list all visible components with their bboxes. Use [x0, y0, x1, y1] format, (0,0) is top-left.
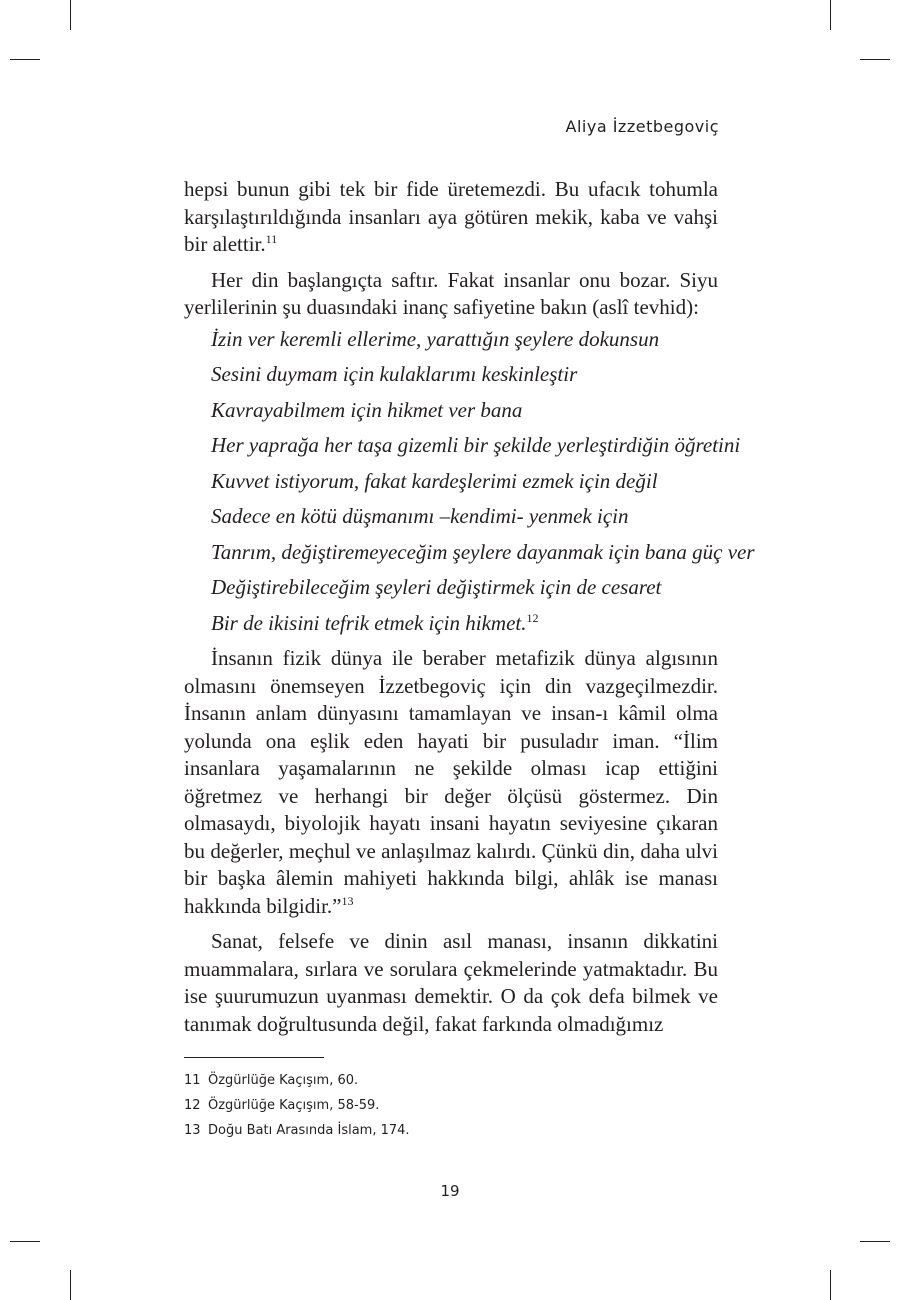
- main-text: [184, 176, 755, 1038]
- crop-mark: [860, 1241, 890, 1242]
- verse-line: Sadece en kötü düşmanımı –kendimi- yenmek için: [211, 504, 629, 528]
- page-number: 19: [440, 1182, 460, 1200]
- footnote-text: Özgürlüğe Kaçışım, 60.: [208, 1073, 359, 1088]
- footnotes: [184, 1068, 410, 1143]
- footnote: [184, 1093, 410, 1118]
- verse-line: Değiştirebileceğim şeyleri değiştirmek için de cesaret: [211, 575, 662, 599]
- verse-text: Bir de ikisini tefrik etmek için hikmet.: [211, 610, 527, 635]
- paragraph-1: [184, 176, 718, 259]
- footnote: [184, 1118, 410, 1143]
- footnote-number: 13: [184, 1123, 201, 1138]
- paragraph-text: İnsanın fizik dünya ile beraber metafizik dünya algısının olmasını önemseyen İzzetbegoviç için din vazgeçilmezdir. İnsanın anlam dünyasını tamamlayan ve insan-ı kâmil olma yolunda ona eşlik eden hayati bir pusuladır iman. “İlim insanlara yaşamalarının ne şekilde olması icap ettiğini öğretmez ve herhangi bir değer ölçüsü göstermez. Din olmasaydı, biyolojik hayatı insani hayatın seviyesine çıkaran bu değerler, meçhul ve anlaşılmaz kalırdı. Çünkü din, daha ulvi bir başka âlemin mahiyeti hakkında bilgi, ahlâk ise manası hakkında bilgidir.”: [184, 646, 718, 918]
- verse-line: Tanrım, değiştiremeyeceğim şeylere dayanmak için bana güç ver: [211, 539, 755, 564]
- crop-mark: [10, 1241, 40, 1242]
- verse-line-last: [211, 606, 718, 642]
- footnote-separator: [184, 1057, 324, 1058]
- footnote: [184, 1068, 410, 1093]
- paragraph-3: [184, 645, 718, 920]
- footnote-ref: 11: [265, 232, 278, 246]
- crop-mark: [830, 1270, 831, 1300]
- crop-mark: [10, 59, 40, 60]
- crop-mark: [830, 0, 831, 30]
- footnote-ref: 12: [526, 610, 539, 625]
- crop-mark: [860, 59, 890, 60]
- verse-line: Kavrayabilmem için hikmet ver bana: [211, 397, 523, 422]
- verse-line: Her yaprağa her taşa gizemli bir şekilde yerleştirdiğin öğretini: [211, 433, 741, 457]
- crop-mark: [70, 0, 71, 30]
- paragraph-2: Her din başlangıçta saftır. Fakat insanlar onu bozar. Siyu yerlilerinin şu duasındaki inanç safiyetine bakın (aslî tevhid):: [184, 267, 718, 319]
- paragraph-4: Sanat, felsefe ve dinin asıl manası, insanın dikkatini muammalara, sırlara ve sorulara çekmelerinde yatmaktadır. Bu ise şuurumuzun uyanması demektir. O da çok defa bilmek ve tanımak doğrultusunda değil, fakat farkında olmadığımız: [184, 929, 718, 1036]
- prayer-verse: [184, 322, 755, 642]
- footnote-number: 11: [184, 1073, 201, 1088]
- crop-mark: [70, 1270, 71, 1300]
- running-head: Aliya İzzetbegoviç: [565, 117, 719, 136]
- verse-line: Kuvvet istiyorum, fakat kardeşlerimi ezmek için değil: [211, 468, 658, 493]
- verse-line: İzin ver keremli ellerime, yarattığın şeylere dokunsun: [211, 326, 660, 351]
- footnote-text: Özgürlüğe Kaçışım, 58-59.: [208, 1098, 380, 1113]
- footnote-text: Doğu Batı Arasında İslam, 174.: [208, 1123, 410, 1138]
- verse-line: Sesini duymam için kulaklarımı keskinleştir: [211, 362, 578, 386]
- paragraph-text: hepsi bunun gibi tek bir fide üretemezdi. Bu ufacık tohumla karşılaştırıldığında insanları aya götüren mekik, kaba ve vahşi bir alettir.: [184, 177, 718, 256]
- footnote-number: 12: [184, 1098, 201, 1113]
- footnote-ref: 13: [341, 893, 354, 908]
